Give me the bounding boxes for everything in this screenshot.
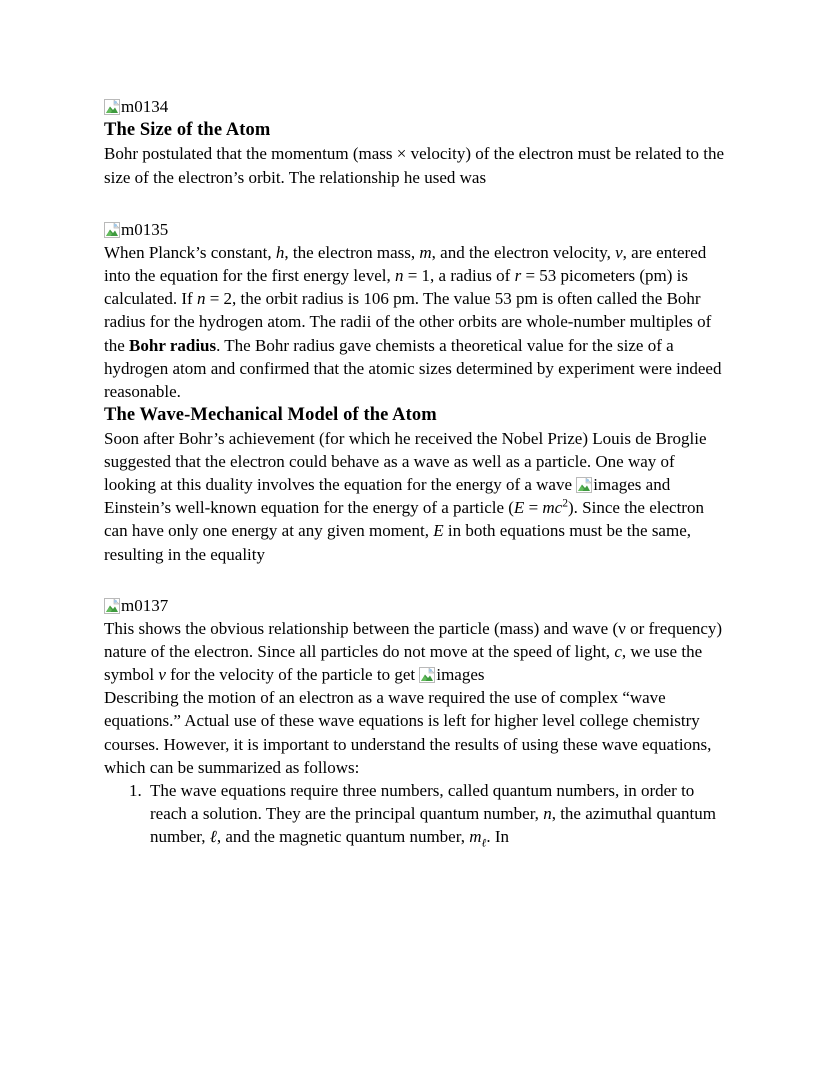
text-segment: , we use the symbol: [104, 642, 703, 685]
bold-term-bohr-radius: Bohr radius: [129, 335, 217, 355]
list-item: [146, 779, 724, 848]
text-segment: , and the electron velocity,: [431, 243, 616, 263]
broken-image-icon: [104, 222, 120, 238]
text-segment: and Einstein’s well-known equation for the energy of a particle (: [104, 475, 671, 518]
text-segment: . The Bohr radius gave chemists a theoretical value for the size of a hydrogen atom and confirmed that the atomic sizes determined by experiment were indeed reasonable.: [104, 335, 722, 401]
broken-image-icon: [576, 477, 592, 493]
heading-wave-mechanical-model: The Wave-Mechanical Model of the Atom: [104, 404, 437, 425]
image-alt-text: m0137: [121, 595, 169, 615]
greek-nu-symbol: ν: [618, 619, 626, 639]
text-segment: , the electron mass,: [284, 243, 420, 263]
variable-v: v: [615, 243, 623, 263]
variable-n: n: [543, 803, 552, 823]
paragraph-wave-equations: Describing the motion of an electron as a wave required the use of complex “wave equations.” Actual use of these wave equations is left for higher level college chemistry courses. However, it is important to understand the results of using these wave equations, which can be summarized as follows:: [104, 688, 712, 777]
text-segment: When Planck’s constant,: [104, 243, 276, 263]
text-segment: in both equations must be the same, resulting in the equality: [104, 521, 691, 564]
text-segment: . In: [486, 827, 509, 847]
image-alt-text: m0135: [121, 219, 169, 239]
text-segment: This shows the obvious relationship between the particle (mass) and wave (: [104, 619, 619, 639]
variable-ell: ℓ: [209, 827, 217, 847]
paragraph-planck-constant: [104, 241, 724, 403]
quantum-numbers-list: [104, 779, 724, 848]
document-content: [104, 96, 724, 848]
text-segment: , and the magnetic quantum number,: [216, 827, 470, 847]
subscript-ell: ℓ: [481, 836, 487, 850]
image-placeholder-m0135: [104, 219, 724, 241]
text-segment: The wave equations require three numbers, called quantum numbers, in order to reach a solution. They are the principal quantum number,: [150, 780, 695, 823]
image-alt-text: images: [436, 665, 485, 685]
text-segment: = 1, a radius of: [403, 266, 515, 286]
variable-m: m: [419, 243, 432, 263]
text-segment: for the velocity of the particle to get: [165, 665, 420, 685]
variable-r: r: [514, 266, 522, 286]
text-segment: = 2, the orbit radius is 106 pm. The value 53 pm is often called the Bohr radius for the hydrogen atom. The radii of the other orbits are whole-number multiples of the: [104, 289, 712, 355]
paragraph-particle-wave-relationship: [104, 617, 724, 686]
text-segment: , are entered into the equation for the first energy level,: [104, 243, 707, 286]
image-placeholder-m0134: [104, 96, 724, 118]
paragraph-text: Bohr postulated that the momentum (mass × velocity) of the electron must be related to the size of the electron’s orbit. The relationship he used was: [104, 144, 725, 187]
broken-image-icon: [104, 99, 120, 115]
variable-n: n: [394, 266, 404, 286]
text-segment: Soon after Bohr’s achievement (for which he received the Nobel Prize) Louis de Broglie suggested that the electron could behave as a wave as well as a particle. One way of looking at this duality involves the equation for the energy of a wave: [104, 428, 707, 495]
text-segment: , the azimuthal quantum number,: [150, 803, 716, 847]
variable-h: h: [275, 243, 285, 263]
image-alt-text: images: [593, 475, 642, 495]
variable-n: n: [196, 289, 206, 309]
paragraph-de-broglie: [104, 427, 724, 566]
paragraph-bohr-momentum: [104, 142, 724, 188]
image-alt-text: m0134: [121, 97, 169, 116]
broken-image-icon: [419, 667, 435, 683]
variable-v: v: [158, 665, 166, 685]
text-segment: =: [524, 498, 543, 518]
image-placeholder-m0137: [104, 595, 724, 617]
superscript-2: 2: [562, 496, 569, 510]
variable-E: E: [433, 521, 444, 541]
text-segment: = 53 picometers (pm) is calculated. If: [104, 266, 688, 309]
variable-E: E: [513, 498, 525, 518]
variable-mc: mc: [542, 498, 563, 518]
variable-c: c: [614, 642, 622, 662]
text-segment: or frequency) nature of the electron. Since all particles do not move at the speed of light,: [104, 619, 723, 662]
broken-image-icon: [104, 598, 120, 614]
text-segment: ). Since the electron can have only one energy at any given moment,: [104, 498, 704, 541]
heading-size-of-the-atom: The Size of the Atom: [104, 120, 271, 141]
variable-m: m: [469, 827, 482, 847]
